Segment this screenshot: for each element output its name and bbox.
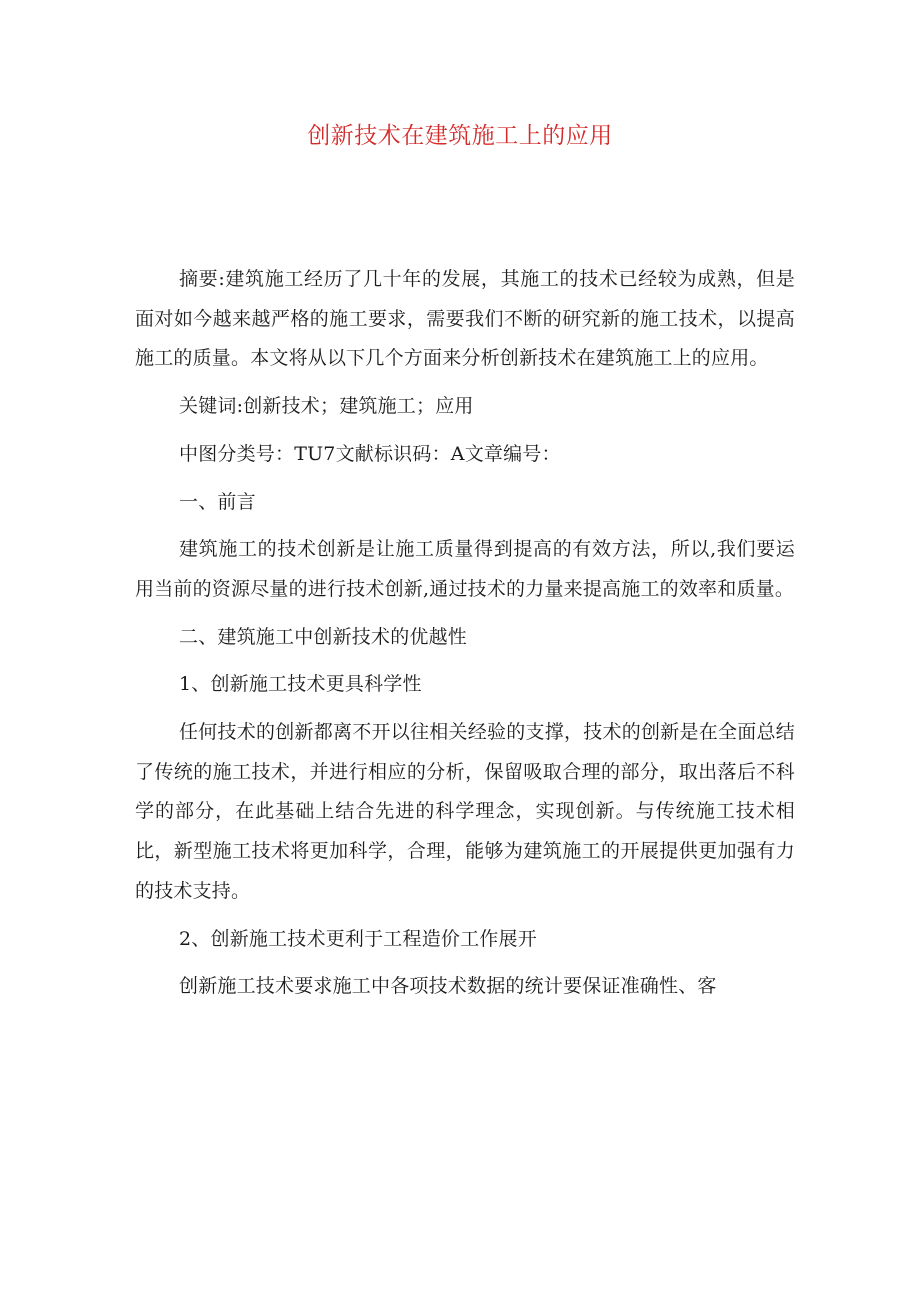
section-heading-preface: 一、前言 bbox=[179, 490, 256, 513]
subsection-heading-cost: 2、创新施工技术更利于工程造价工作展开 bbox=[179, 927, 537, 950]
classification-line: 中图分类号：TU7文献标识码：A文章编号： bbox=[179, 442, 561, 465]
cost-paragraph: 创新施工技术要求施工中各项技术数据的统计要保证准确性、客 bbox=[179, 975, 717, 998]
document-title: 创新技术在建筑施工上的应用 bbox=[307, 123, 613, 149]
section-heading-advantages: 二、建筑施工中创新技术的优越性 bbox=[179, 625, 468, 648]
document-body bbox=[135, 260, 795, 1015]
subsection-heading-scientific: 1、创新施工技术更具科学性 bbox=[179, 673, 422, 696]
abstract-paragraph: 摘要:建筑施工经历了几十年的发展，其施工的技术已经较为成熟，但是面对如今越来越严格的施工要求，需要我们不断的研究新的施工技术，以提高施工的质量。本文将从以下几个方面来分析创新技术在建筑施工上的应用。 bbox=[135, 268, 795, 370]
preface-paragraph: 建筑施工的技术创新是让施工质量得到提高的有效方法，所以,我们要运用当前的资源尽量的进行技术创新,通过技术的力量来提高施工的效率和质量。 bbox=[135, 538, 795, 600]
keywords-line: 关键词:创新技术；建筑施工；应用 bbox=[179, 395, 474, 418]
scientific-paragraph: 任何技术的创新都离不开以往相关经验的支撑，技术的创新是在全面总结了传统的施工技术，并进行相应的分析，保留吸取合理的部分，取出落后不科学的部分，在此基础上结合先进的科学理念，实现创新。与传统施工技术相比，新型施工技术将更加科学，合理，能够为建筑施工的开展提供更加强有力的技术支持。 bbox=[135, 721, 795, 902]
